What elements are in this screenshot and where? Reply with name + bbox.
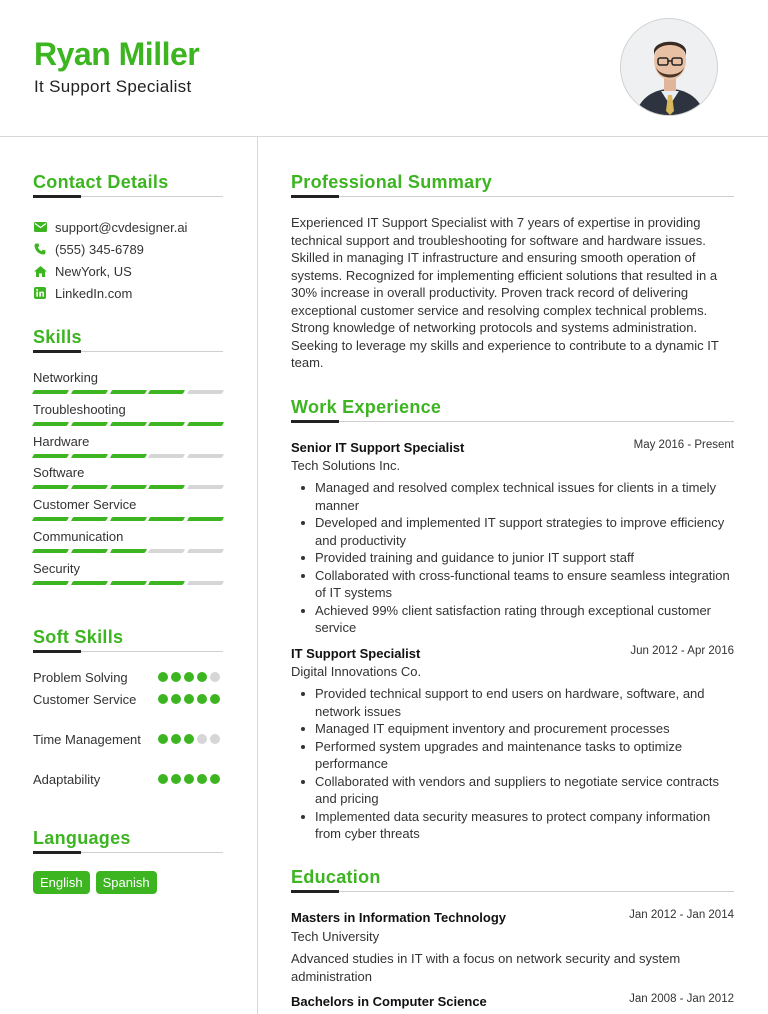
soft-skill-rating	[158, 774, 220, 784]
skill-item	[33, 402, 223, 426]
skill-level-segment	[187, 517, 224, 521]
job-bullet: Managed IT equipment inventory and procurement processes	[291, 720, 737, 738]
skill-level-segment	[109, 581, 146, 585]
languages-section-rule	[33, 852, 223, 853]
skill-level-segment	[32, 517, 69, 521]
contact-linkedin[interactable]	[33, 284, 132, 302]
skill-item	[33, 370, 223, 394]
degree-title: Bachelors in Computer Science	[291, 994, 487, 1009]
job-bullet: Provided technical support to end users on hardware, software, and network issues	[291, 685, 737, 720]
soft-skill-label: Problem Solving	[33, 670, 128, 685]
rating-dot	[197, 694, 207, 704]
contact-section-rule	[33, 196, 223, 197]
rating-dot	[184, 734, 194, 744]
skill-level-segment	[71, 549, 108, 553]
soft-skill-item	[33, 731, 223, 749]
skill-level-segment	[187, 390, 224, 394]
skill-level-segment	[148, 422, 185, 426]
contact-email-text: support@cvdesigner.ai	[55, 219, 188, 235]
soft-skill-item	[33, 691, 223, 709]
soft-skill-item	[33, 771, 223, 789]
soft-skill-rating	[158, 734, 220, 744]
skill-label: Hardware	[33, 434, 90, 449]
skill-level-segment	[148, 390, 185, 394]
column-divider	[257, 137, 258, 1014]
contact-linkedin-text: LinkedIn.com	[55, 285, 133, 301]
skill-level-segment	[109, 517, 146, 521]
skill-level-segment	[148, 581, 185, 585]
skill-item	[33, 561, 223, 585]
soft-skill-label: Adaptability	[33, 772, 101, 787]
skill-level-segment	[148, 549, 185, 553]
skill-level-segment	[71, 485, 108, 489]
skill-level-segment	[32, 485, 69, 489]
skill-level-segment	[187, 549, 224, 553]
resume-header	[0, 0, 768, 137]
rating-dot	[184, 774, 194, 784]
rating-dot	[171, 672, 181, 682]
soft-skills-section-rule	[33, 651, 223, 652]
rating-dot	[210, 774, 220, 784]
experience-section-rule	[291, 421, 734, 422]
job-bullet: Collaborated with vendors and suppliers to negotiate service contracts and pricing	[291, 773, 737, 808]
rating-dot	[197, 774, 207, 784]
rating-dot	[171, 694, 181, 704]
phone-icon	[33, 242, 47, 256]
skill-level-segment	[109, 549, 146, 553]
job-bullet: Provided training and guidance to junior IT support staff	[291, 549, 737, 567]
language-badge: English	[33, 871, 90, 894]
skill-level-bar	[33, 454, 223, 458]
experience-section-title: Work Experience	[291, 397, 442, 417]
skill-level-segment	[187, 454, 224, 458]
skill-level-segment	[187, 422, 224, 426]
profile-photo	[620, 18, 718, 116]
skill-level-bar	[33, 517, 223, 521]
rating-dot	[158, 734, 168, 744]
skill-level-segment	[109, 422, 146, 426]
soft-skill-rating	[158, 694, 220, 704]
job-date: Jun 2012 - Apr 2016	[630, 645, 734, 657]
skill-label: Troubleshooting	[33, 402, 126, 417]
skill-level-segment	[71, 517, 108, 521]
skill-level-segment	[71, 422, 108, 426]
job-bullet: Managed and resolved complex technical issues for clients in a timely manner	[291, 479, 737, 514]
degree-description: Advanced studies in IT with a focus on network security and system administration	[291, 951, 681, 984]
skill-label: Software	[33, 465, 85, 480]
contact-phone-text: (555) 345-6789	[55, 241, 144, 257]
job-company: Digital Innovations Co.	[291, 664, 422, 679]
contact-email[interactable]	[33, 218, 187, 236]
skill-label: Customer Service	[33, 497, 137, 512]
skill-level-segment	[187, 581, 224, 585]
skill-item	[33, 434, 223, 458]
linkedin-icon	[33, 286, 47, 300]
skill-level-segment	[32, 581, 69, 585]
contact-location-text: NewYork, US	[55, 263, 132, 279]
candidate-name: Ryan Miller	[34, 36, 200, 72]
skill-item	[33, 465, 223, 489]
soft-skill-rating	[158, 672, 220, 682]
job-date: May 2016 - Present	[633, 439, 734, 451]
skill-label: Communication	[33, 529, 124, 544]
skill-level-bar	[33, 390, 223, 394]
skill-label: Security	[33, 561, 80, 576]
skill-level-segment	[32, 549, 69, 553]
languages-list	[33, 871, 157, 894]
skill-level-bar	[33, 485, 223, 489]
job-bullet: Collaborated with cross-functional teams to ensure seamless integration of IT systems	[291, 567, 737, 602]
job-title: IT Support Specialist	[291, 646, 421, 661]
skill-level-segment	[32, 422, 69, 426]
contact-location	[33, 262, 132, 280]
degree-title: Masters in Information Technology	[291, 910, 507, 925]
job-bullet: Developed and implemented IT support strategies to improve efficiency and productivity	[291, 514, 737, 549]
skill-level-segment	[109, 390, 146, 394]
soft-skill-label: Customer Service	[33, 692, 137, 707]
skill-item	[33, 497, 223, 521]
summary-section-rule	[291, 196, 734, 197]
skill-level-bar	[33, 549, 223, 553]
skill-level-bar	[33, 581, 223, 585]
soft-skill-label: Time Management	[33, 732, 141, 747]
skill-level-bar	[33, 422, 223, 426]
rating-dot	[210, 672, 220, 682]
skills-section-rule	[33, 351, 223, 352]
job-bullet: Performed system upgrades and maintenance tasks to optimize performance	[291, 738, 737, 773]
skill-level-segment	[32, 390, 69, 394]
job-bullets	[291, 685, 737, 843]
skill-level-segment	[187, 485, 224, 489]
rating-dot	[158, 672, 168, 682]
skill-level-segment	[71, 390, 108, 394]
skill-level-segment	[32, 454, 69, 458]
school-name: Tech University	[291, 929, 380, 944]
rating-dot	[171, 774, 181, 784]
summary-text: Experienced IT Support Specialist with 7 years of expertise in providing technical support and troubleshooting for software and hardware issues. Skilled in managing IT infrastructure and ensuring smooth operation of systems. Recognized for implementing efficient solutions that resulted in a 30% increase in overall productivity. Proven track record of delivering exceptional customer service and resolving complex technical problems. Strong knowledge of networking protocols and systems administration. Seeking to leverage my skills and experience to contribute to a dynamic IT team.	[291, 215, 719, 370]
contact-phone[interactable]	[33, 240, 144, 258]
job-bullet: Implemented data security measures to protect company information from cyber threats	[291, 808, 737, 843]
candidate-role: It Support Specialist	[34, 77, 192, 96]
home-icon	[33, 264, 47, 278]
skill-level-segment	[148, 517, 185, 521]
skill-level-segment	[148, 485, 185, 489]
job-title: Senior IT Support Specialist	[291, 440, 465, 455]
rating-dot	[210, 694, 220, 704]
soft-skill-item	[33, 669, 223, 687]
degree-date: Jan 2008 - Jan 2012	[629, 993, 734, 1005]
languages-section-title: Languages	[33, 828, 131, 848]
job-bullets	[291, 479, 737, 637]
rating-dot	[197, 734, 207, 744]
skill-label: Networking	[33, 370, 99, 385]
rating-dot	[184, 694, 194, 704]
rating-dot	[158, 694, 168, 704]
contact-section-title: Contact Details	[33, 172, 169, 192]
education-section-title: Education	[291, 867, 381, 887]
job-bullet: Achieved 99% client satisfaction rating through exceptional customer service	[291, 602, 737, 637]
skill-level-segment	[148, 454, 185, 458]
rating-dot	[197, 672, 207, 682]
rating-dot	[184, 672, 194, 682]
rating-dot	[158, 774, 168, 784]
skill-level-segment	[71, 454, 108, 458]
skill-level-segment	[109, 454, 146, 458]
skill-level-segment	[109, 485, 146, 489]
rating-dot	[171, 734, 181, 744]
envelope-icon	[33, 220, 47, 234]
skill-item	[33, 529, 223, 553]
soft-skills-section-title: Soft Skills	[33, 627, 124, 647]
education-section-rule	[291, 891, 734, 892]
job-company: Tech Solutions Inc.	[291, 458, 401, 473]
language-badge: Spanish	[96, 871, 157, 894]
rating-dot	[210, 734, 220, 744]
skills-section-title: Skills	[33, 327, 82, 347]
skill-level-segment	[71, 581, 108, 585]
degree-date: Jan 2012 - Jan 2014	[629, 909, 734, 921]
summary-section-title: Professional Summary	[291, 172, 493, 192]
